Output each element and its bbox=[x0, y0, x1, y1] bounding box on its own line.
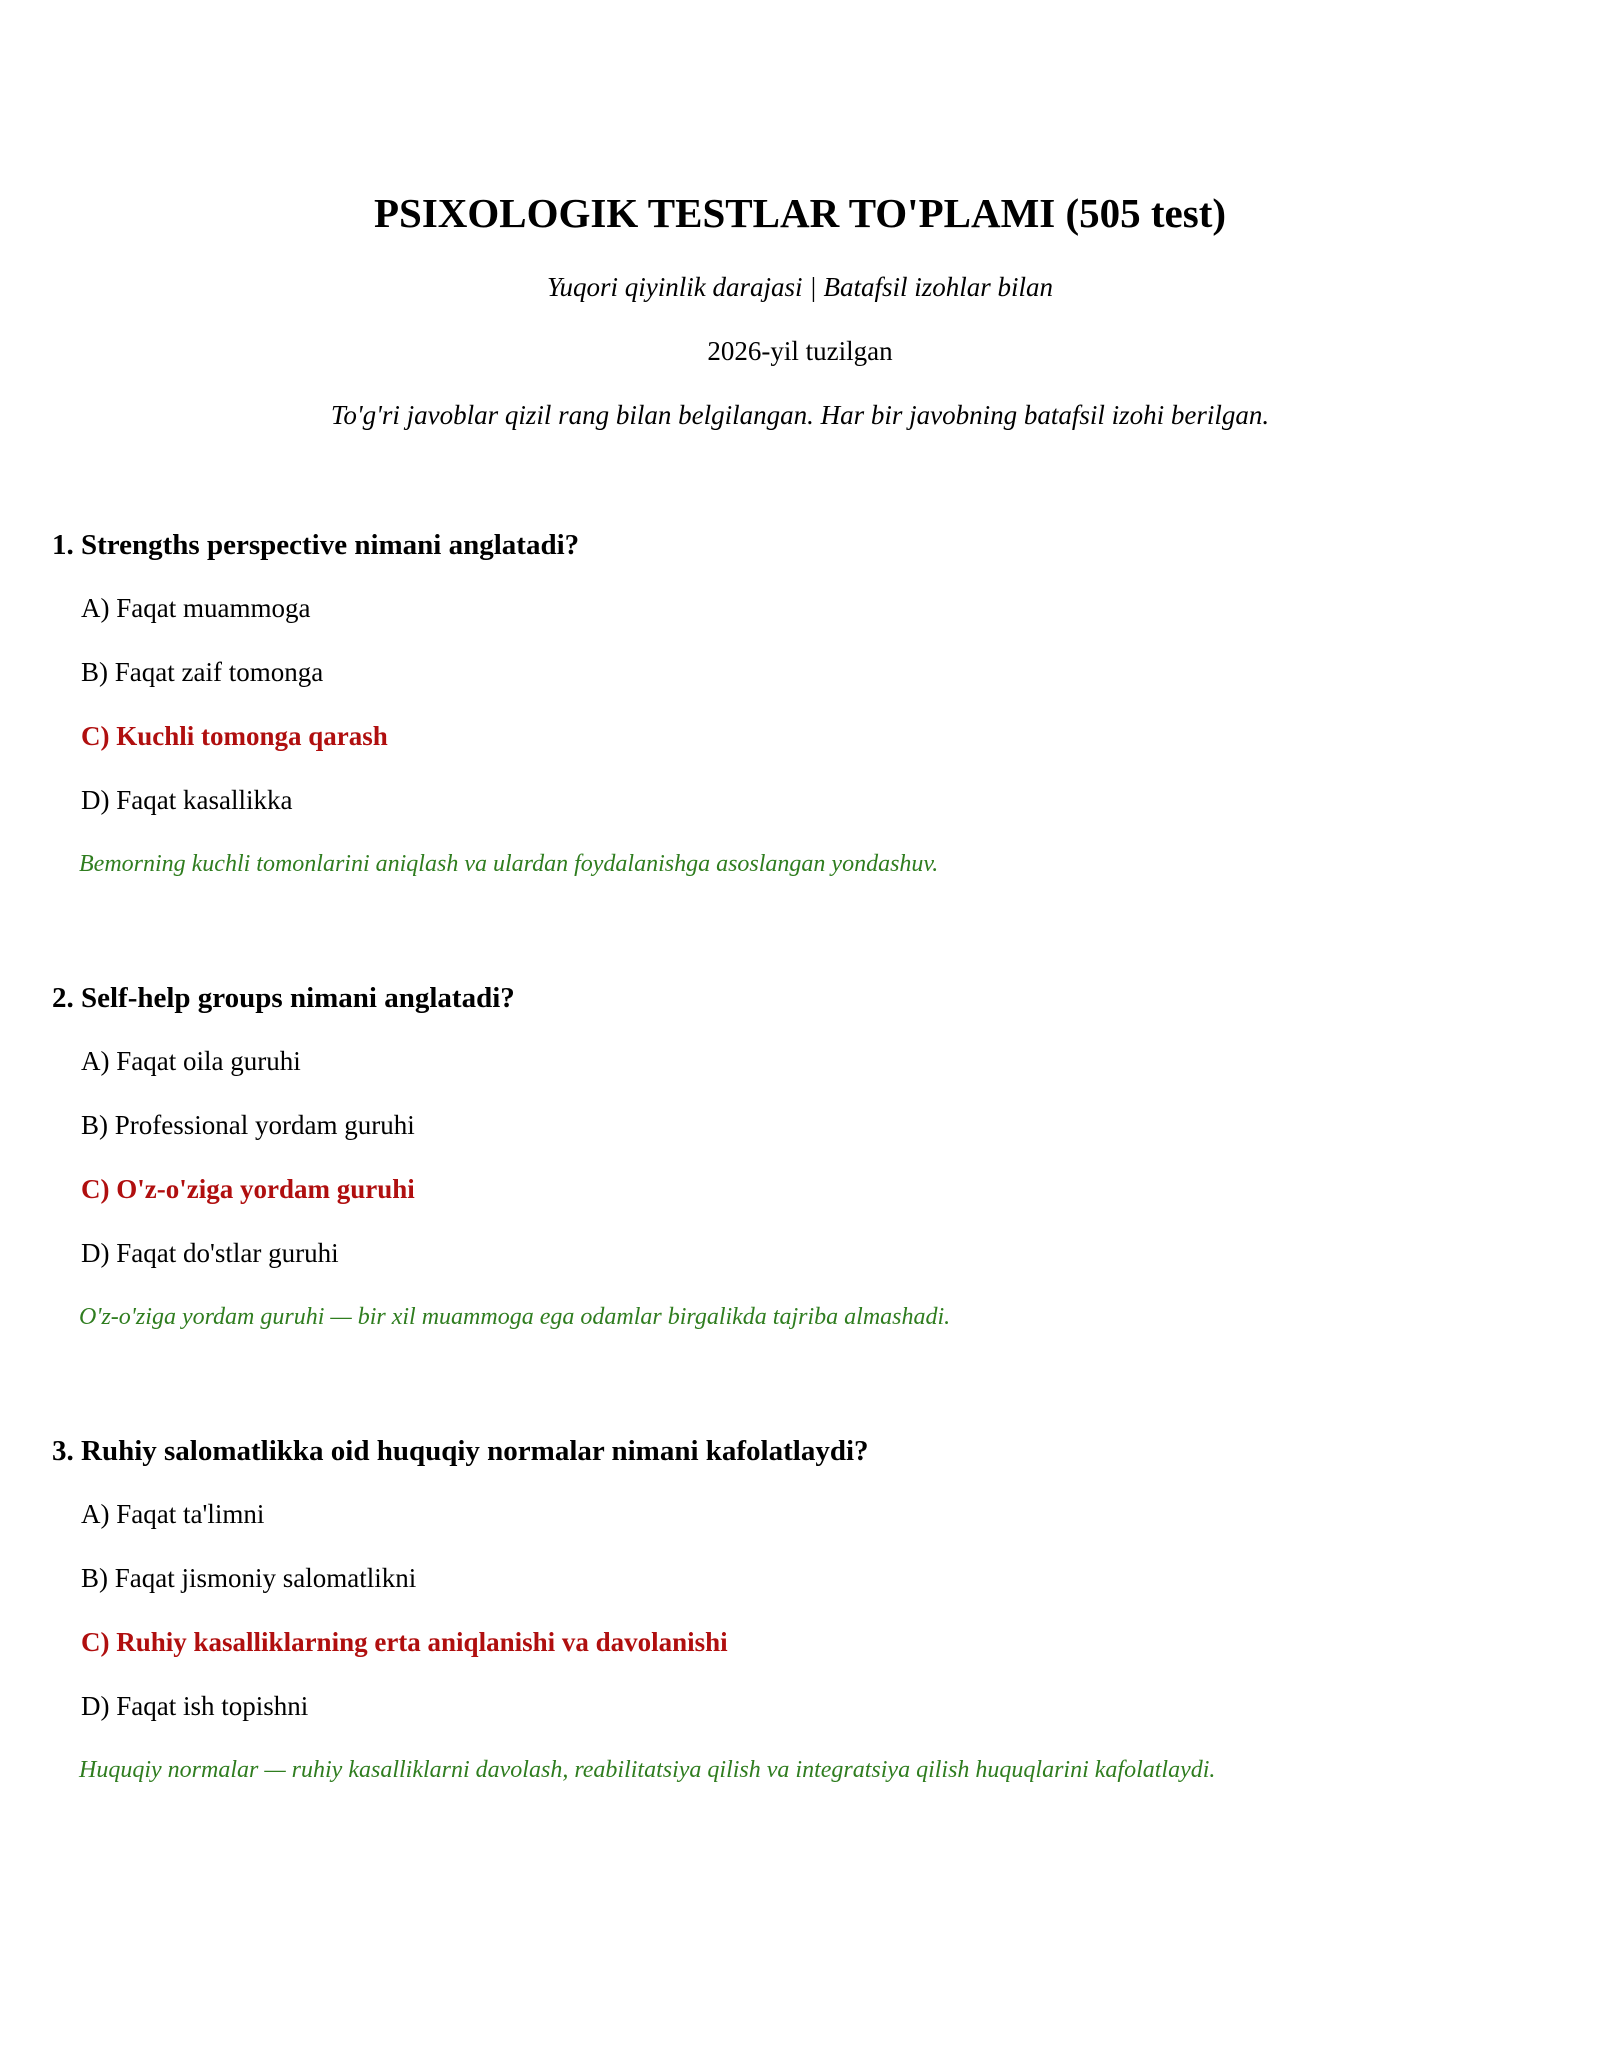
explanation-text: Bemorning kuchli tomonlarini aniqlash va ulardan foydalanishga asoslangan yondashuv. bbox=[79, 851, 939, 877]
option-c-correct: C) Kuchli tomonga qarash bbox=[81, 721, 388, 751]
explanation-text: O'z-o'ziga yordam guruhi — bir xil muammoga ega odamlar birgalikda tajriba almashadi. bbox=[79, 1304, 951, 1330]
option-a: A) Faqat muammoga bbox=[81, 593, 311, 623]
option-d: D) Faqat kasallikka bbox=[81, 785, 293, 815]
option-b: B) Faqat jismoniy salomatlikni bbox=[81, 1563, 417, 1593]
question-block bbox=[52, 980, 1552, 1330]
question-block bbox=[52, 1433, 1552, 1783]
option-b: B) Professional yordam guruhi bbox=[81, 1110, 415, 1140]
question-text: 2. Self-help groups nimani anglatadi? bbox=[52, 982, 515, 1014]
option-d: D) Faqat ish topishni bbox=[81, 1691, 309, 1721]
question-block bbox=[52, 527, 1552, 877]
legend-note: To'g'ri javoblar qizil rang bilan belgilangan. Har bir javobning batafsil izohi berilgan. bbox=[330, 400, 1270, 430]
option-a: A) Faqat ta'limni bbox=[81, 1499, 265, 1529]
document-title: PSIXOLOGIK TESTLAR TO'PLAMI (505 test) bbox=[373, 190, 1226, 236]
option-a: A) Faqat oila guruhi bbox=[81, 1046, 301, 1076]
option-b: B) Faqat zaif tomonga bbox=[81, 657, 324, 687]
document-subtitle: Yuqori qiyinlik darajasi | Batafsil izohlar bilan bbox=[547, 272, 1053, 302]
year-line: 2026-yil tuzilgan bbox=[707, 336, 893, 366]
explanation-text: Huquqiy normalar — ruhiy kasalliklarni davolash, reabilitatsiya qilish va integratsiya qilish huquqlarini kafolatlaydi. bbox=[79, 1757, 1216, 1783]
option-d: D) Faqat do'stlar guruhi bbox=[81, 1238, 339, 1268]
option-c-correct: C) O'z-o'ziga yordam guruhi bbox=[81, 1174, 415, 1204]
option-c-correct: C) Ruhiy kasalliklarning erta aniqlanishi va davolanishi bbox=[81, 1627, 728, 1657]
question-text: 3. Ruhiy salomatlikka oid huquqiy normalar nimani kafolatlaydi? bbox=[52, 1435, 869, 1467]
question-text: 1. Strengths perspective nimani anglatadi? bbox=[52, 529, 580, 561]
